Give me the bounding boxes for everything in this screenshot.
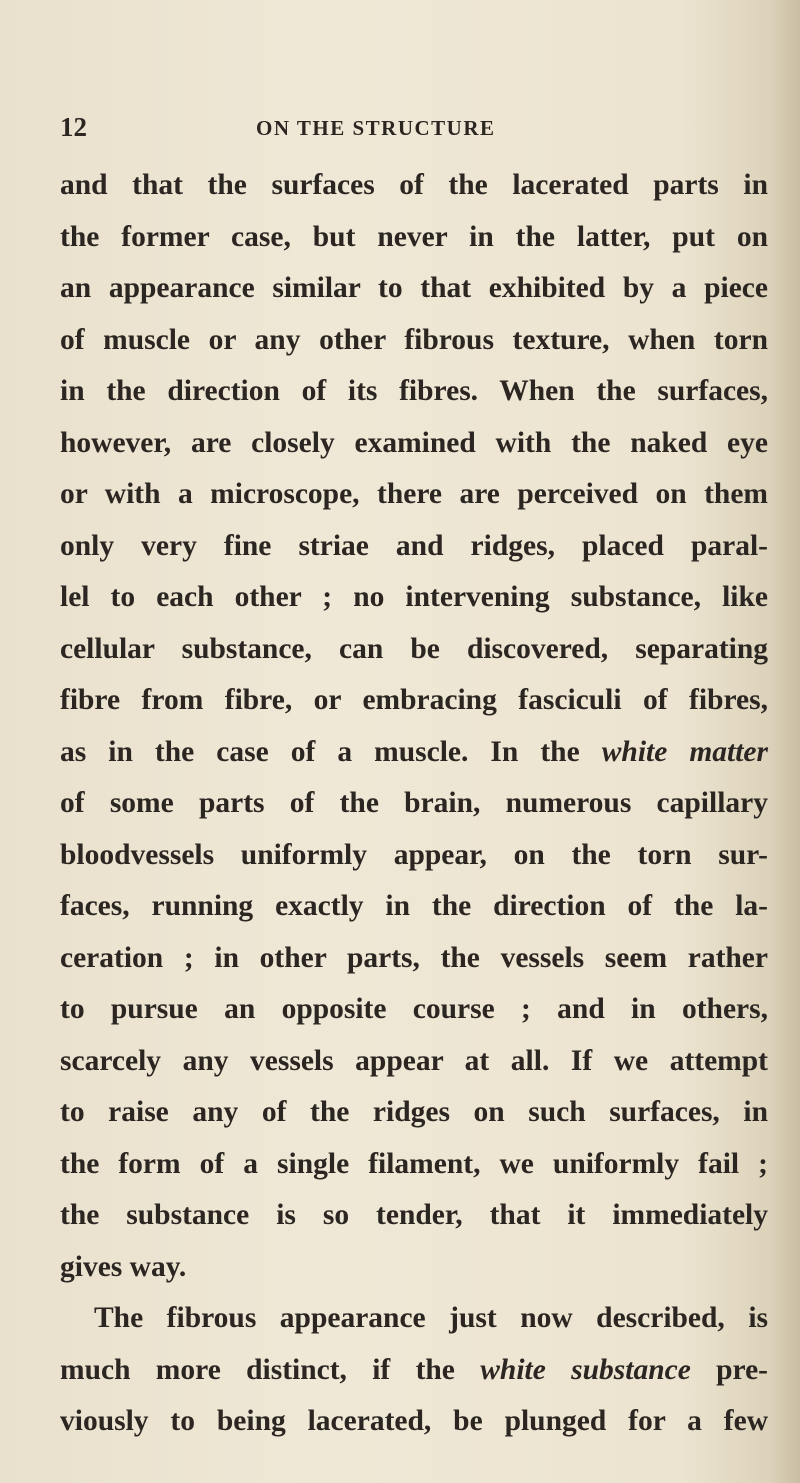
text-segment: as in the case of a muscle. In the: [60, 735, 602, 768]
text-line: [60, 212, 768, 264]
text-segment: an appearance similar to that exhibited by a piece: [60, 272, 768, 304]
text-line: [60, 624, 768, 676]
text-segment: the substance is so tender, that it immediately: [60, 1199, 768, 1231]
text-line: [60, 1293, 768, 1345]
text-line: [60, 160, 768, 212]
text-line: [60, 1036, 768, 1088]
text-line: [60, 881, 768, 933]
text-segment: faces, running exactly in the direction of the la-: [60, 890, 768, 922]
text-line: [60, 1345, 768, 1397]
page-header: [60, 112, 768, 148]
body-text: [60, 160, 768, 1448]
text-segment: pre-: [690, 1353, 769, 1386]
text-line: [60, 1396, 768, 1448]
text-segment: scarcely any vessels appear at all. If we attempt: [60, 1044, 768, 1077]
text-segment: The fibrous appearance just now described, is: [94, 1302, 768, 1334]
text-line: [60, 1139, 768, 1191]
text-line: [60, 1190, 768, 1242]
running-head: ON THE STRUCTURE: [256, 116, 496, 140]
text-line: [60, 1242, 768, 1294]
text-segment: cellular substance, can be discovered, separating: [60, 632, 768, 665]
text-segment: the form of a single filament, we uniformly fail ;: [60, 1147, 768, 1180]
text-line: [60, 675, 768, 727]
text-line: [60, 315, 768, 367]
text-segment: bloodvessels uniformly appear, on the torn sur-: [60, 838, 768, 871]
text-segment: gives way.: [60, 1250, 187, 1283]
text-line: [60, 572, 768, 624]
text-line: [60, 933, 768, 985]
text-segment: only very fine striae and ridges, placed paral-: [60, 529, 768, 562]
text-segment: of muscle or any other fibrous texture, when torn: [60, 323, 768, 356]
text-segment: in the direction of its fibres. When the surfaces,: [60, 375, 768, 407]
text-segment: or with a microscope, there are perceived on them: [60, 478, 768, 510]
text-segment: to raise any of the ridges on such surfaces, in: [60, 1096, 768, 1128]
text-line: [60, 830, 768, 882]
text-segment: much more distinct, if the: [60, 1353, 481, 1386]
text-line: [60, 984, 768, 1036]
text-segment: to pursue an opposite course ; and in others,: [60, 993, 768, 1025]
text-segment: lel to each other ; no intervening substance, like: [60, 581, 768, 613]
italic-text: white matter: [601, 735, 769, 768]
text-line: [60, 418, 768, 470]
text-line: [60, 469, 768, 521]
text-segment: the former case, but never in the latter, put on: [60, 220, 768, 253]
text-line: [60, 1087, 768, 1139]
page-number: 12: [60, 112, 87, 142]
text-segment: viously to being lacerated, be plunged for a few: [60, 1405, 768, 1437]
text-line: [60, 263, 768, 315]
text-segment: however, are closely examined with the naked eye: [60, 426, 768, 459]
text-line: [60, 521, 768, 573]
italic-text: white substance: [480, 1353, 691, 1386]
text-segment: and that the surfaces of the lacerated parts in: [60, 169, 768, 201]
text-segment: ceration ; in other parts, the vessels seem rather: [60, 941, 768, 974]
text-line: [60, 727, 768, 779]
text-line: [60, 366, 768, 418]
text-segment: fibre from fibre, or embracing fasciculi of fibres,: [60, 684, 768, 716]
text-line: [60, 778, 768, 830]
text-segment: of some parts of the brain, numerous capillary: [60, 787, 768, 819]
